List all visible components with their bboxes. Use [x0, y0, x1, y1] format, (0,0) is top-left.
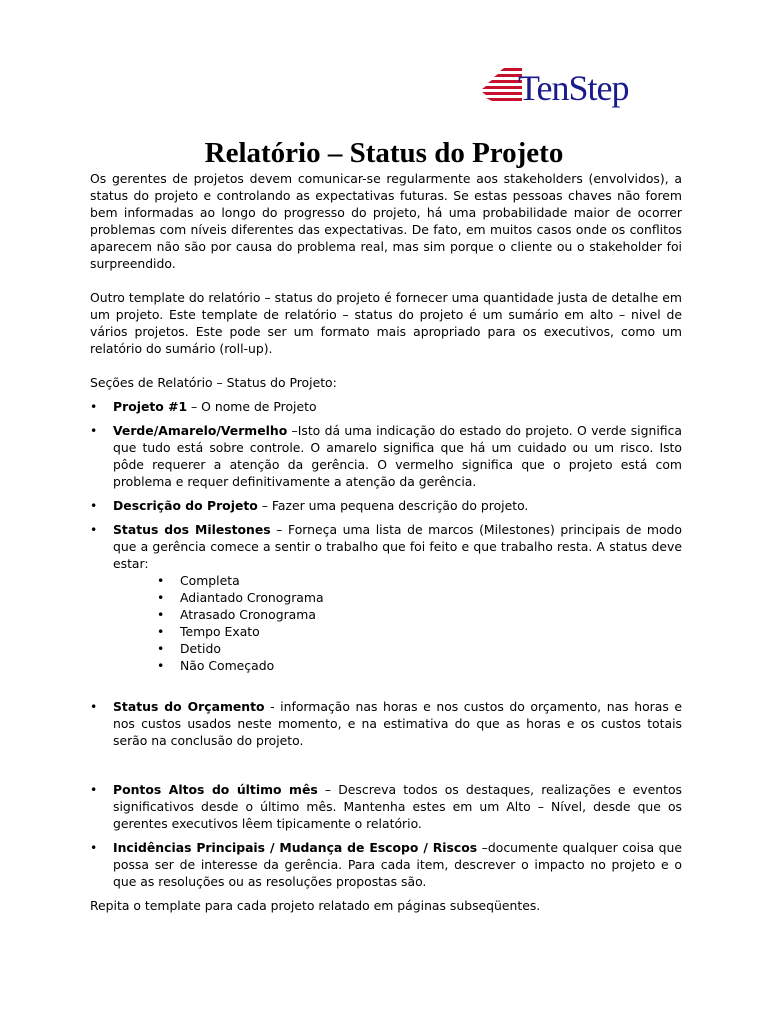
document-body	[90, 170, 682, 914]
list-item	[157, 623, 682, 640]
section-item-descricao	[90, 497, 682, 514]
intro-paragraph-1: Os gerentes de projetos devem comunicar-se regularmente aos stakeholders (envolvidos), a status do projeto e controlando as expectativas futuras. Se estas pessoas chaves não forem bem informadas ao longo do progresso do projeto, há uma probabilidade maior de ocorrer problemas com níveis diferentes das expectativas. De fato, em muitos casos onde os conflitos aparecem não são por causa do problema real, mas sim porque o cliente ou o stakeholder foi surpreendido.	[90, 171, 682, 271]
milestone-status: Detido	[180, 641, 221, 656]
section-text: –Isto dá uma indicação do estado do projeto. O verde significa que tudo está sobre controle. O amarelo significa que há um cuidado ou um risco. Isto pôde requerer a atenção da gerência. O vermelho significa que o projeto está com problema e requer definitivamente a atenção da gerência.	[113, 423, 682, 489]
bullet-icon: •	[90, 840, 98, 855]
section-item-milestones	[90, 521, 682, 674]
logo-stripes-icon	[482, 68, 522, 101]
sections-heading: Seções de Relatório – Status do Projeto:	[90, 375, 337, 390]
bullet-icon: •	[90, 782, 98, 797]
section-text: – Descreva todos os destaques, realizações e eventos significativos desde o último mês. Mantenha estes em um Alto – Nível, desde que os gerentes executivos lêem tipicamente o relatório.	[113, 782, 682, 831]
logo-text: TenStep	[518, 68, 629, 108]
section-item-projeto	[90, 398, 682, 415]
bullet-icon: •	[90, 399, 98, 414]
bullet-icon: •	[90, 522, 98, 537]
list-item	[157, 572, 682, 589]
list-item	[157, 606, 682, 623]
milestone-status: Atrasado Cronograma	[180, 607, 316, 622]
milestone-status: Tempo Exato	[180, 624, 260, 639]
bullet-icon: •	[157, 573, 165, 588]
bullet-icon: •	[157, 590, 165, 605]
section-text: - informação nas horas e nos custos do orçamento, nas horas e nos custos usados neste momento, e na estimativa do que as horas e os custos totais serão na conclusão do projeto.	[113, 699, 682, 748]
section-term: Pontos Altos do último mês	[113, 782, 318, 797]
section-term: Status dos Milestones	[113, 522, 271, 537]
milestone-status: Adiantado Cronograma	[180, 590, 324, 605]
milestone-status: Não Começado	[180, 658, 275, 673]
list-item	[157, 640, 682, 657]
milestone-status-list	[113, 572, 682, 674]
section-item-pontos-altos	[90, 781, 682, 832]
section-term: Incidências Principais / Mudança de Escopo / Riscos	[113, 840, 478, 855]
section-term: Descrição do Projeto	[113, 498, 258, 513]
list-item	[157, 589, 682, 606]
sections-list	[90, 398, 682, 890]
bullet-icon: •	[157, 641, 165, 656]
list-item	[157, 657, 682, 674]
section-term: Projeto #1	[113, 399, 188, 414]
section-text: – Forneça uma lista de marcos (Milestones) principais de modo que a gerência comece a sentir o trabalho que foi feito e que trabalho resta. A status deve estar:	[113, 522, 682, 571]
section-item-verde-amarelo-vermelho	[90, 422, 682, 490]
section-text: – Fazer uma pequena descrição do projeto.	[257, 498, 529, 513]
document-title: Relatório – Status do Projeto	[204, 137, 564, 169]
section-text: – O nome de Projeto	[187, 399, 317, 414]
milestone-status: Completa	[180, 573, 240, 588]
bullet-icon: •	[157, 624, 165, 639]
section-item-incidencias	[90, 839, 682, 890]
bullet-icon: •	[157, 658, 165, 673]
bullet-icon: •	[157, 607, 165, 622]
section-text: –documente qualquer coisa que possa ser de interesse da gerência. Para cada item, descrever o impacto no projeto e o que as resoluções ou as resoluções propostas são.	[113, 840, 682, 889]
bullet-icon: •	[90, 498, 98, 513]
section-item-orcamento	[90, 698, 682, 749]
closing-paragraph: Repita o template para cada projeto relatado em páginas subseqüentes.	[90, 898, 541, 913]
tenstep-logo-graphic	[482, 62, 662, 110]
bullet-icon: •	[90, 423, 98, 438]
tenstep-logo	[482, 62, 662, 110]
intro-paragraph-2: Outro template do relatório – status do projeto é fornecer uma quantidade justa de detalhe em um projeto. Este template de relatório – status do projeto é um sumário em alto – nivel de vários projetos. Este pode ser um formato mais apropriado para os executivos, como um relatório do sumário (roll-up).	[90, 290, 682, 356]
bullet-icon: •	[90, 699, 98, 714]
section-term: Status do Orçamento	[113, 699, 265, 714]
section-term: Verde/Amarelo/Vermelho	[113, 423, 288, 438]
